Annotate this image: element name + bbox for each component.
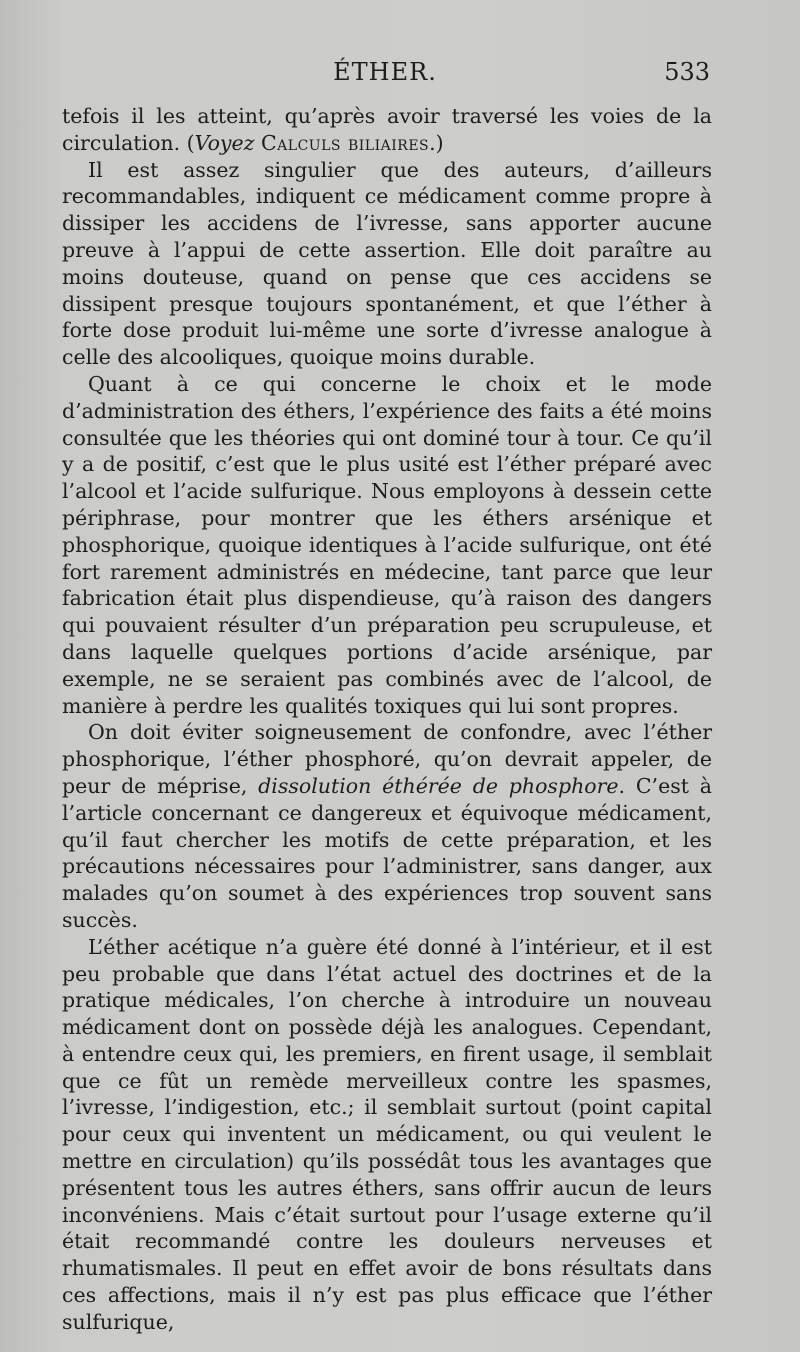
running-title: ÉTHER. [333, 58, 437, 86]
paragraph-1-end: .) [429, 130, 444, 155]
paragraph-1-text: tefois il les atteint, qu’après avoir traversé les voies de la circulation. ( [62, 104, 712, 155]
paragraph-1 [62, 103, 712, 157]
page-header [60, 58, 710, 92]
paragraph-3: Quant à ce qui concerne le choix et le mode d’administration des éthers, l’expérience des faits a été moins consultée que les théories qui ont dominé tour à tour. Ce qu’il y a de positif, c’est que le plus usité est l’éther préparé avec l’alcool et l’acide sulfurique. Nous employons à dessein cette périphrase, pour montrer que les éthers arsénique et phosphorique, quoique identiques à l’acide sulfurique, ont été fort rarement administrés en médecine, tant parce que leur fabrication était plus dispendieuse, qu’à raison des dangers qui pouvaient résulter d’un préparation peu scrupuleuse, et dans laquelle quelques portions d’acide arsénique, par exemple, ne se seraient pas combinés avec de l’alcool, de manière à perdre les qualités toxiques qui lui sont propres. [62, 371, 712, 718]
body-text [62, 103, 712, 1336]
italic-term: dissolution éthérée de phosphore [258, 773, 619, 798]
cross-reference: Calculs biliaires [260, 130, 430, 155]
paragraph-4-end: . C’est à l’article concernant ce dangereux et équivoque médicament, qu’il faut chercher les motifs de cette préparation, et les précautions nécessaires pour l’administrer, sans danger, aux malades qu’on soumet à des expériences trop souvent sans succès. [62, 773, 712, 932]
paragraph-4-text: On doit éviter soigneusement de confondre, avec l’éther phosphorique, l’éther phosphoré, qu’on devrait appeler, de peur de méprise, [62, 720, 712, 798]
voyez-word: Voyez [194, 130, 255, 155]
paragraph-2: Il est assez singulier que des auteurs, d’ailleurs recommandables, indiquent ce médicament comme propre à dissiper les accidens de l’ivresse, sans apporter aucune preuve à l’appui de cette assertion. Elle doit paraître au moins douteuse, quand on pense que ces accidens se dissipent presque toujours spontanément, et que l’éther à forte dose produit lui-même une sorte d’ivresse analogue à celle des alcooliques, quoique moins durable. [62, 157, 712, 370]
paragraph-4 [62, 719, 712, 933]
page-number: 533 [664, 58, 710, 86]
paragraph-5: L’éther acétique n’a guère été donné à l’intérieur, et il est peu probable que dans l’état actuel des doctrines et de la pratique médicales, l’on cherche à introduire un nouveau médicament dont on possède déjà les analogues. Cependant, à entendre ceux qui, les premiers, en firent usage, il semblait que ce fût un remède merveilleux contre les spasmes, l’ivresse, l’indigestion, etc.; il semblait surtout (point capital pour ceux qui inventent un médicament, ou qui veulent le mettre en circulation) qu’ils possédât tous les avantages que présentent tous les autres éthers, sans offrir aucun de leurs inconvéniens. Mais c’était surtout pour l’usage externe qu’il était recommandé contre les douleurs nerveuses et rhumatismales. Il peut en effet avoir de bons résultats dans ces affections, mais il n’y est pas plus efficace que l’éther sulfurique, [62, 934, 712, 1334]
